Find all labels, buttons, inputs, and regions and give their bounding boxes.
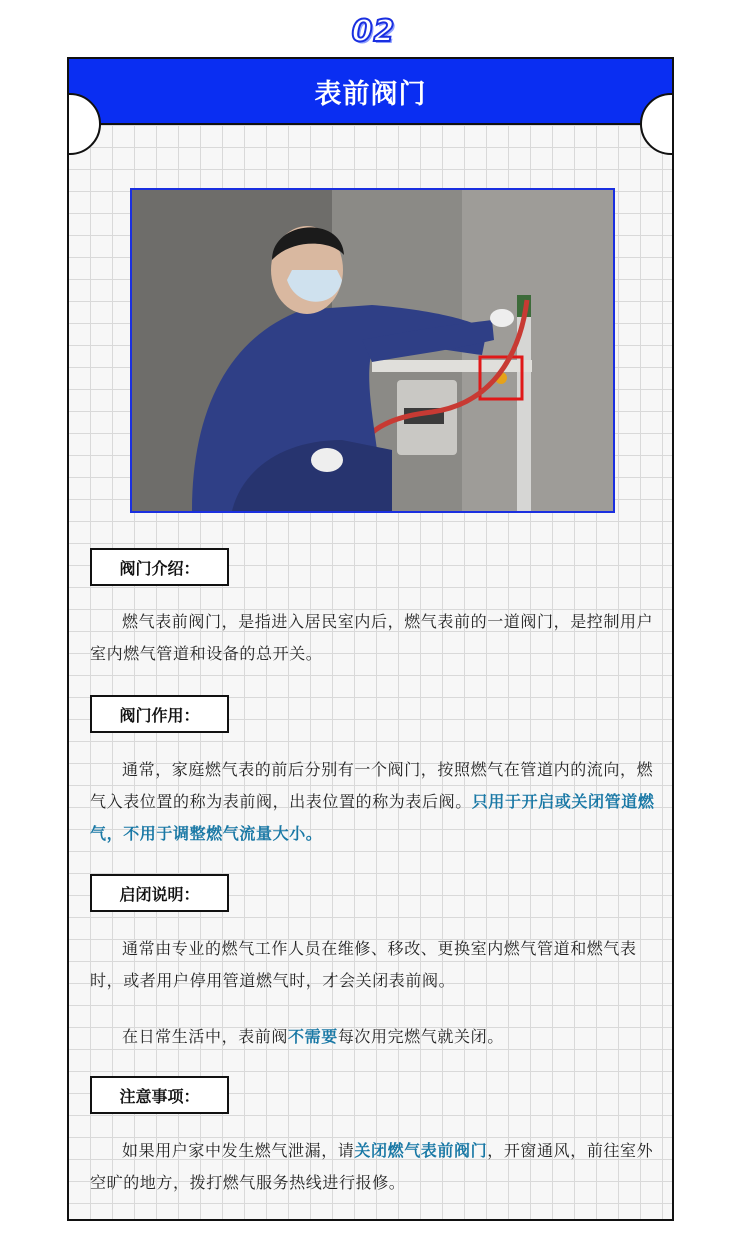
section-label-intro: 阀门介绍： xyxy=(90,548,229,586)
paragraph-text: 在日常生活中，表前阀 xyxy=(122,1027,289,1046)
paragraph-function xyxy=(90,754,655,850)
highlight-text: 不需要 xyxy=(288,1027,338,1046)
section-label-operation: 启闭说明： xyxy=(90,874,229,912)
paragraph-text: 如果用户家中发生燃气泄漏，请 xyxy=(122,1141,355,1160)
highlight-text: 关闭燃气表前阀门 xyxy=(354,1141,488,1160)
gas-meter-inspection-photo xyxy=(130,188,615,513)
paragraph-daily-use xyxy=(90,1021,655,1053)
highlight-text: 只用于开启或关闭管道燃气，不用于调整燃气流量大小。 xyxy=(90,792,655,843)
paragraph-text: 每次用完燃气就关闭。 xyxy=(337,1027,504,1046)
paragraph-intro xyxy=(90,606,655,670)
paragraph-text: ，开窗通风，前往室外空旷的地方，拨打燃气服务热线进行报修。 xyxy=(90,1141,654,1192)
photo-illustration xyxy=(132,190,613,511)
paragraph-text: 通常，家庭燃气表的前后分别有一个阀门，按照燃气在管道内的流向，燃气入表位置的称为表前阀，出表位置的称为表后阀。 xyxy=(90,760,654,811)
paragraph-text: 燃气表前阀门，是指进入居民室内后，燃气表前的一道阀门，是控制用户室内燃气管道和设备的总开关。 xyxy=(90,612,654,663)
card-title: 表前阀门 xyxy=(314,78,427,110)
title-bar xyxy=(69,59,672,125)
section-label-function: 阀门作用： xyxy=(90,695,229,733)
paragraph-operation xyxy=(90,933,655,997)
paragraph-text: 通常由专业的燃气工作人员在维修、移改、更换室内燃气管道和燃气表时，或者用户停用管道燃气时，才会关闭表前阀。 xyxy=(90,939,637,990)
section-number: 02 xyxy=(351,14,396,49)
paragraph-notice xyxy=(90,1135,655,1199)
content-card xyxy=(67,57,674,1221)
section-label-notice: 注意事项： xyxy=(90,1076,229,1114)
